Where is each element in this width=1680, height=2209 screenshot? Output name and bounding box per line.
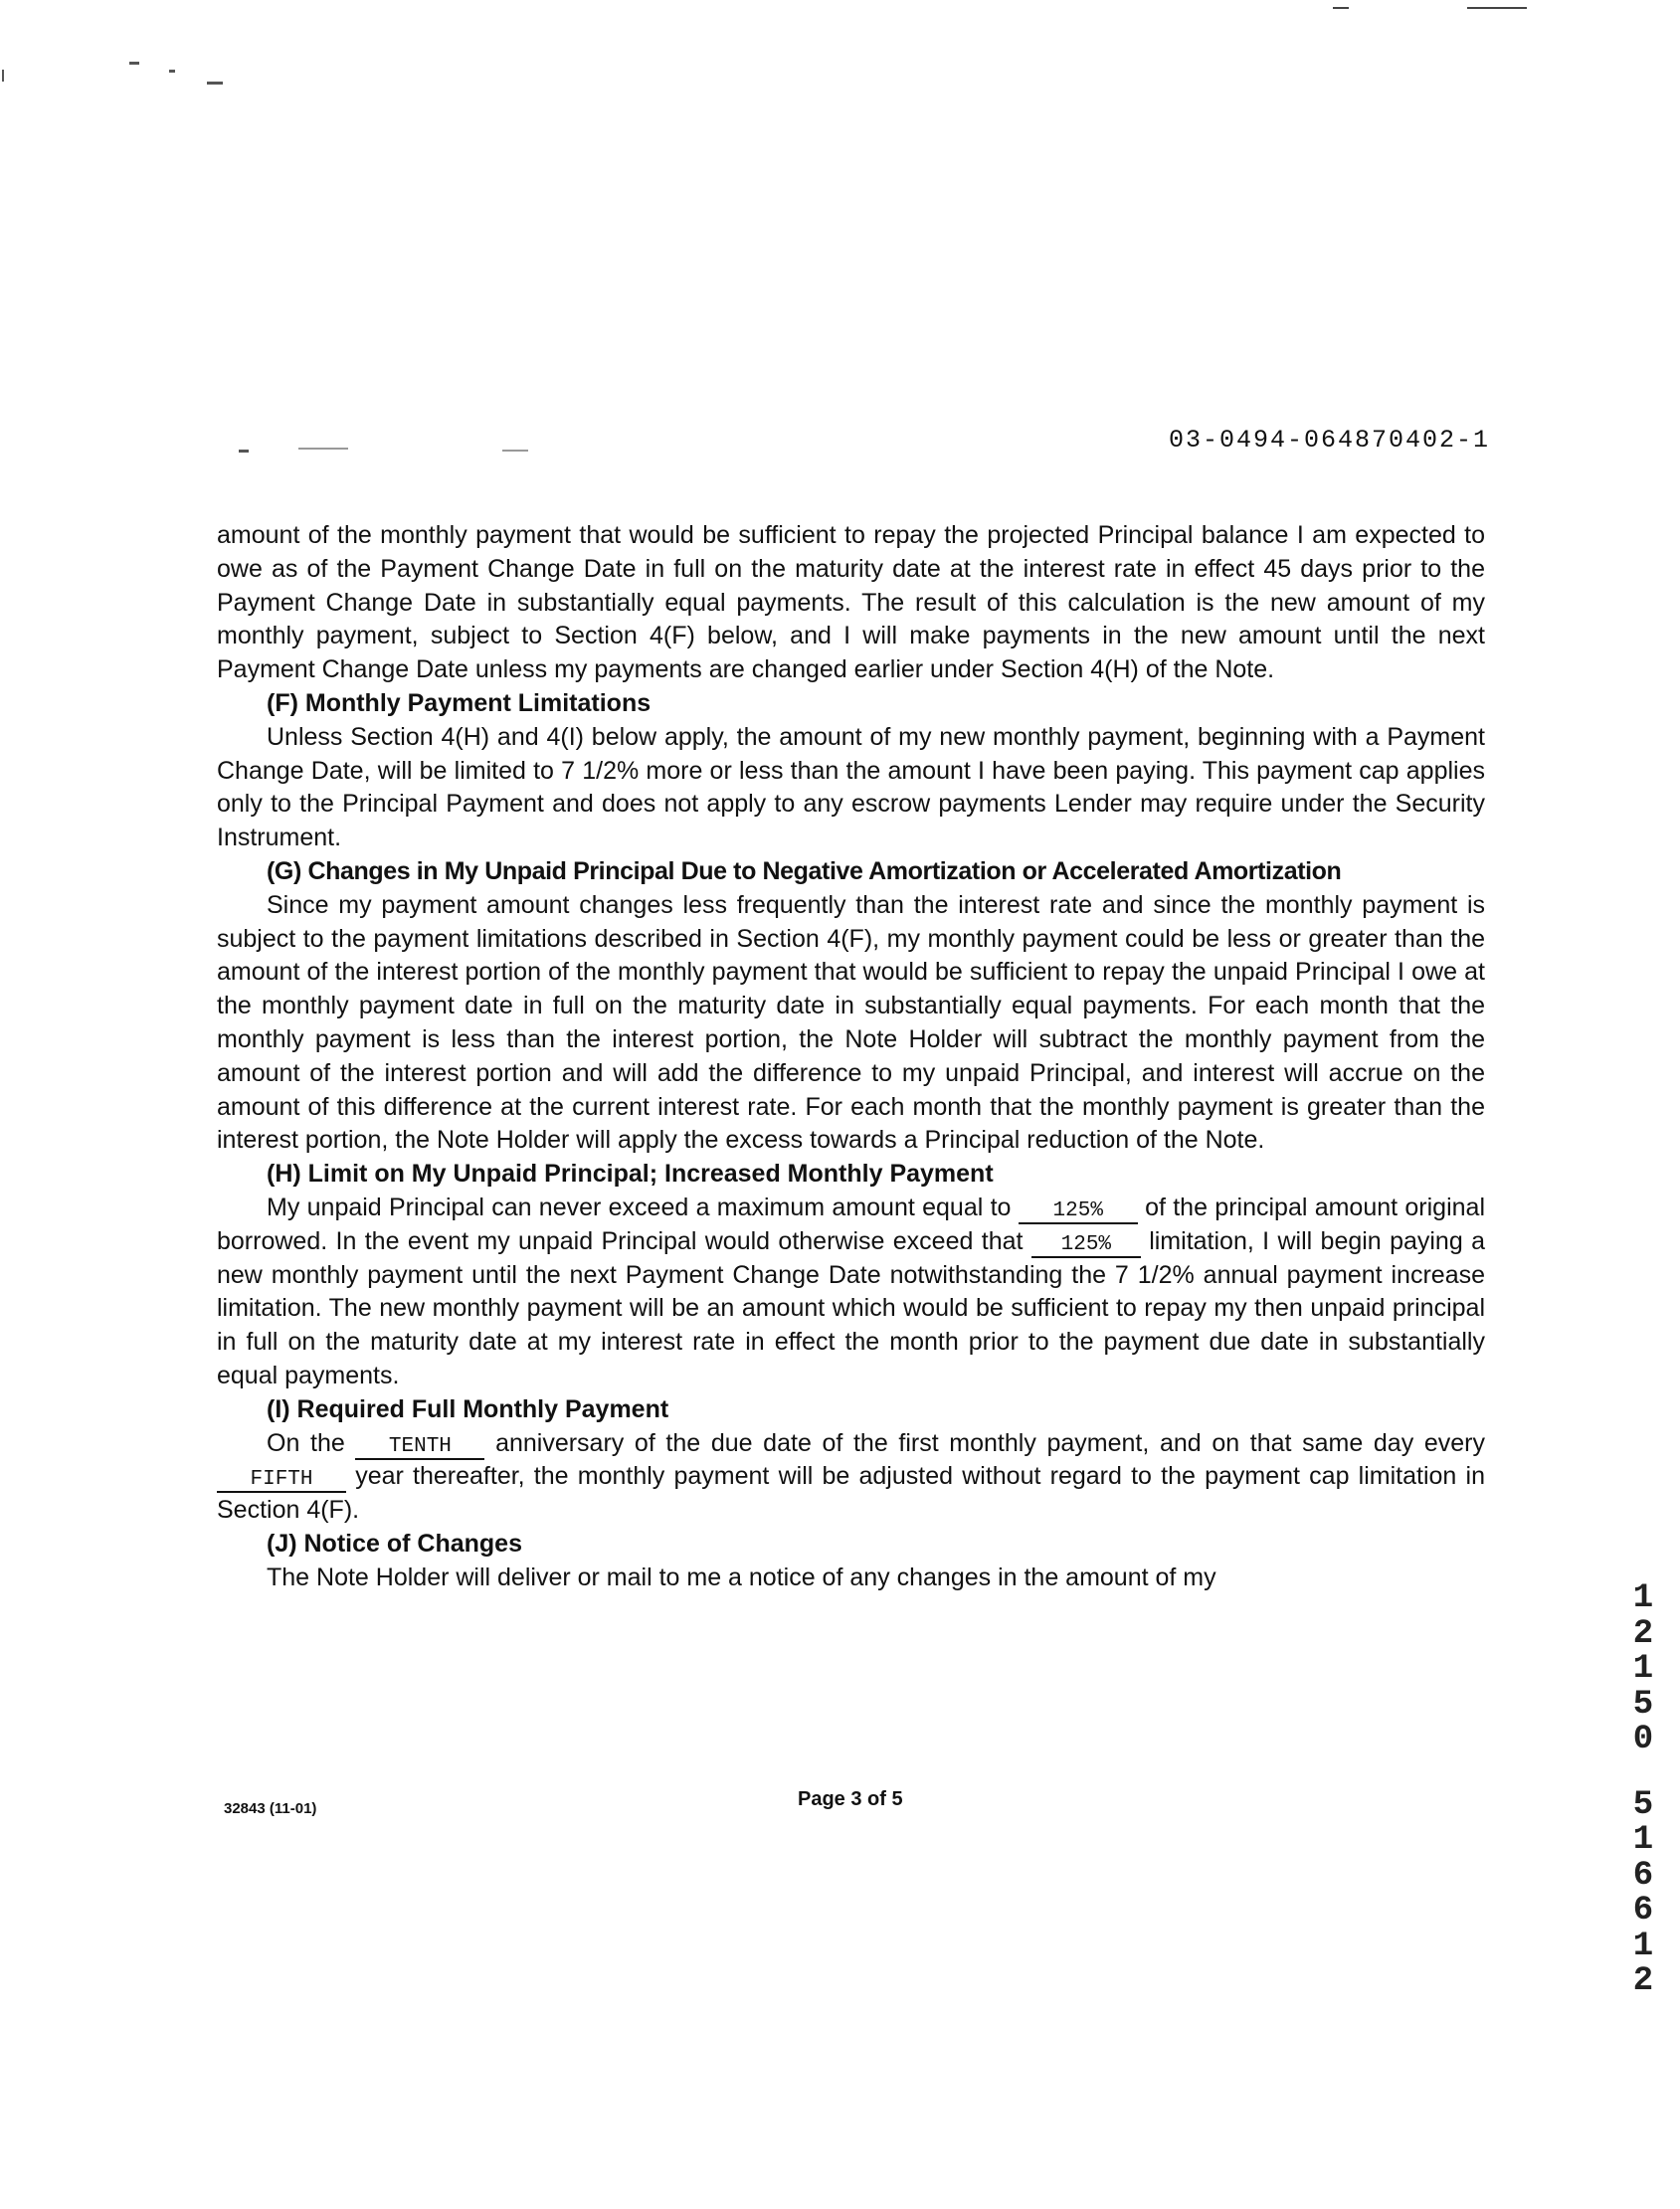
section-i-heading: (I) Required Full Monthly Payment <box>267 1394 669 1423</box>
section-i-part3: year thereafter, the monthly payment will be adjusted without regard to the payment cap limitation in Section 4(F). <box>217 1462 1485 1525</box>
principal-cap-blank: 125% <box>1019 1200 1138 1224</box>
stamp-char: 0 <box>1632 1721 1654 1758</box>
note-body <box>217 519 1485 1595</box>
form-number: 32843 (11-01) <box>224 1800 317 1817</box>
section-h-heading: (H) Limit on My Unpaid Principal; Increased Monthly Payment <box>267 1160 994 1189</box>
section-f-heading: (F) Monthly Payment Limitations <box>267 688 652 717</box>
stamp-char: 6 <box>1632 1856 1654 1895</box>
stamp-char: 1 <box>1632 1927 1654 1965</box>
section-f-text: Unless Section 4(H) and 4(I) below apply, the amount of my new monthly payment, beginning with a Payment Change Date, will be limited to 7 1/2% more or less than the amount I have been paying. This payment cap applies only to the Principal Payment and does not apply to any escrow payments Lender may require under the Security Instrument. <box>217 722 1485 852</box>
paragraph-continuation: amount of the monthly payment that would be sufficient to repay the projected Principal balance I am expected to owe as of the Payment Change Date in full on the maturity date at the interest rate in effect 45 days prior to the Payment Change Date in substantially equal payments. The result of this calculation is the new amount of my monthly payment, subject to Section 4(F) below, and I will make payments in the new amount until the next Payment Change Date unless my payments are changed earlier under Section 4(H) of the Note. <box>217 521 1485 684</box>
stamp-char: 2 <box>1632 1962 1654 2000</box>
section-h-part3: limitation, I will begin paying a new monthly payment until the next Payment Change Date notwithstanding the 7 1/2% annual payment increase limitation. The new monthly payment will be an amount which would be sufficient to repay my then unpaid principal in full on the maturity date at my interest rate in effect the month prior to the payment due date in substantially equal payments. <box>217 1226 1486 1389</box>
section-g-text: Since my payment amount changes less frequently than the interest rate and since the monthly payment is subject to the payment limitations described in Section 4(F), my monthly payment could be less or greater than the amount of the interest portion of the monthly payment that would be sufficient to repay the unpaid Principal I owe at the monthly payment date in full on the maturity date in substantially equal payments. For each month that the monthly payment is less than the interest portion, the Note Holder will subtract the monthly payment from the amount of the interest portion and will add the difference to my unpaid Principal, and interest will accrue on the amount of this difference at the current interest rate. For each month that the monthly payment is greater than the interest portion, the Note Holder will apply the excess towards a Principal reduction of the Note. <box>217 890 1485 1155</box>
stamp-char: 1 <box>1632 1821 1654 1859</box>
page-number: Page 3 of 5 <box>798 1788 903 1810</box>
document-number: 03-0494-064870402-1 <box>1169 426 1491 455</box>
section-h-part1: My unpaid Principal can never exceed a maximum amount equal to <box>267 1193 1012 1221</box>
limitation-blank: 125% <box>1031 1234 1141 1258</box>
stamp-char: 5 <box>1632 1785 1654 1824</box>
scan-speck <box>239 450 249 453</box>
scan-speck <box>2 70 4 82</box>
stamp-char: 2 <box>1632 1614 1654 1653</box>
section-j-text: The Note Holder will deliver or mail to me a notice of any changes in the amount of my <box>267 1563 1216 1591</box>
anniversary-blank: TENTH <box>355 1436 484 1460</box>
section-i-part1: On the <box>267 1428 345 1457</box>
scan-speck <box>129 62 139 65</box>
section-i-text <box>217 1427 1485 1528</box>
stamp-char: 1 <box>1632 1579 1654 1617</box>
section-j-heading: (J) Notice of Changes <box>267 1529 522 1558</box>
stamp-char: 6 <box>1632 1892 1654 1930</box>
stamp-char: 5 <box>1632 1685 1654 1724</box>
scan-speck <box>502 450 528 452</box>
scan-rule-top <box>1333 7 1349 9</box>
section-g-heading: (G) Changes in My Unpaid Principal Due to Negative Amortization or Accelerated Amortization <box>267 856 1342 885</box>
scan-speck <box>207 82 223 85</box>
section-h-text <box>217 1192 1485 1393</box>
margin-stamp <box>1623 1581 1663 2000</box>
scan-speck <box>169 70 175 73</box>
stamp-char: 1 <box>1632 1650 1654 1688</box>
interval-blank: FIFTH <box>217 1469 346 1493</box>
section-i-part2: anniversary of the due date of the first monthly payment, and on that same day every <box>495 1428 1485 1457</box>
section-h-part2: of the principal amount original borrowed. In the event my unpaid Principal would otherwise exceed that <box>217 1193 1485 1255</box>
scan-rule-top <box>1467 7 1527 9</box>
scan-speck <box>298 448 348 450</box>
